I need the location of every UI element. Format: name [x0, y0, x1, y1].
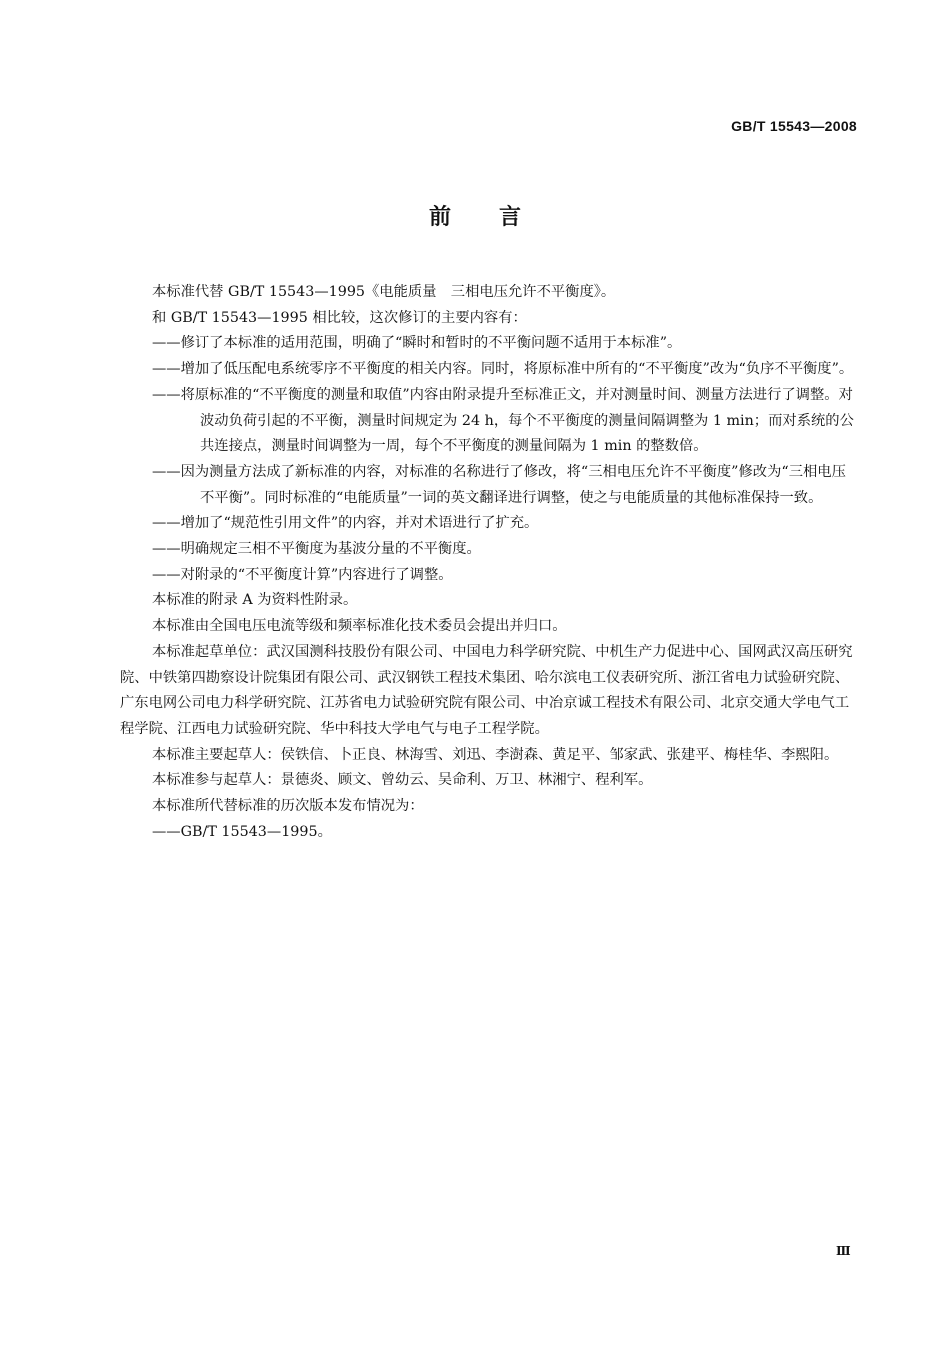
- change-item-measurement: ——将原标准的“不平衡度的测量和取值”内容由附录提升至标准正文，并对测量时间、测量方法进行了调整。对波动负荷引起的不平衡，测量时间规定为 24 h，每个不平衡度的测量间隔调整为 1 min；而对系统的公共连接点，测量时间调整为一周，每个不平衡度的测量间隔为 1 min 的整数倍。: [152, 386, 854, 455]
- change-item-references: ——增加了“规范性引用文件”的内容，并对术语进行了扩充。: [152, 515, 539, 532]
- change-item-scope: ——修订了本标准的适用范围，明确了“瞬时和暂时的不平衡问题不适用于本标准”。: [152, 335, 682, 352]
- change-item-zero-sequence: ——增加了低压配电系统零序不平衡度的相关内容。同时，将原标准中所有的“不平衡度”改为“负序不平衡度”。: [152, 361, 854, 378]
- paragraph-drafting-units: 本标准起草单位：武汉国测科技股份有限公司、中国电力科学研究院、中机生产力促进中心、国网武汉高压研究院、中铁第四勘察设计院集团有限公司、武汉钢铁工程技术集团、哈尔滨电工仪表研究所、浙江省电力试验研究院、广东电网公司电力科学研究院、江苏省电力试验研究院有限公司、中冶京诚工程技术有限公司、北京交通大学电气工程学院、江西电力试验研究院、华中科技大学电气与电子工程学院。: [120, 643, 853, 737]
- page-title: 前言: [428, 205, 569, 230]
- paragraph-participating-drafters: 本标准参与起草人：景德炎、顾文、曾幼云、吴命利、万卫、林湘宁、程利军。: [152, 772, 653, 789]
- version-history-item: ——GB/T 15543—1995。: [152, 823, 332, 840]
- paragraph-annex-a: 本标准的附录 A 为资料性附录。: [152, 592, 358, 609]
- standard-code: GB/T 15543—2008: [731, 118, 857, 134]
- change-item-fundamental: ——明确规定三相不平衡度为基波分量的不平衡度。: [152, 541, 481, 558]
- paragraph-proposed-by: 本标准由全国电压电流等级和频率标准化技术委员会提出并归口。: [152, 618, 567, 635]
- paragraph-replaces: 本标准代替 GB/T 15543—1995《电能质量 三相电压允许不平衡度》。: [152, 284, 616, 300]
- paragraph-version-history: 本标准所代替标准的历次版本发布情况为：: [152, 798, 424, 815]
- page-number: Ⅲ: [836, 1244, 851, 1258]
- paragraph-main-drafters: 本标准主要起草人：侯铁信、卜正良、林海雪、刘迅、李澍森、黄足平、邹家武、张建平、梅桂华、李熙阳。: [152, 746, 839, 763]
- document-body: [120, 280, 856, 845]
- change-item-annex: ——对附录的“不平衡度计算”内容进行了调整。: [152, 566, 453, 583]
- change-item-title: ——因为测量方法成了新标准的内容，对标准的名称进行了修改，将“三相电压允许不平衡度”修改为“三相电压不平衡”。同时标准的“电能质量”一词的英文翻译进行调整，使之与电能质量的其他标准保持一致。: [152, 463, 846, 506]
- paragraph-changes-intro: 和 GB/T 15543—1995 相比较，这次修订的主要内容有：: [152, 309, 527, 326]
